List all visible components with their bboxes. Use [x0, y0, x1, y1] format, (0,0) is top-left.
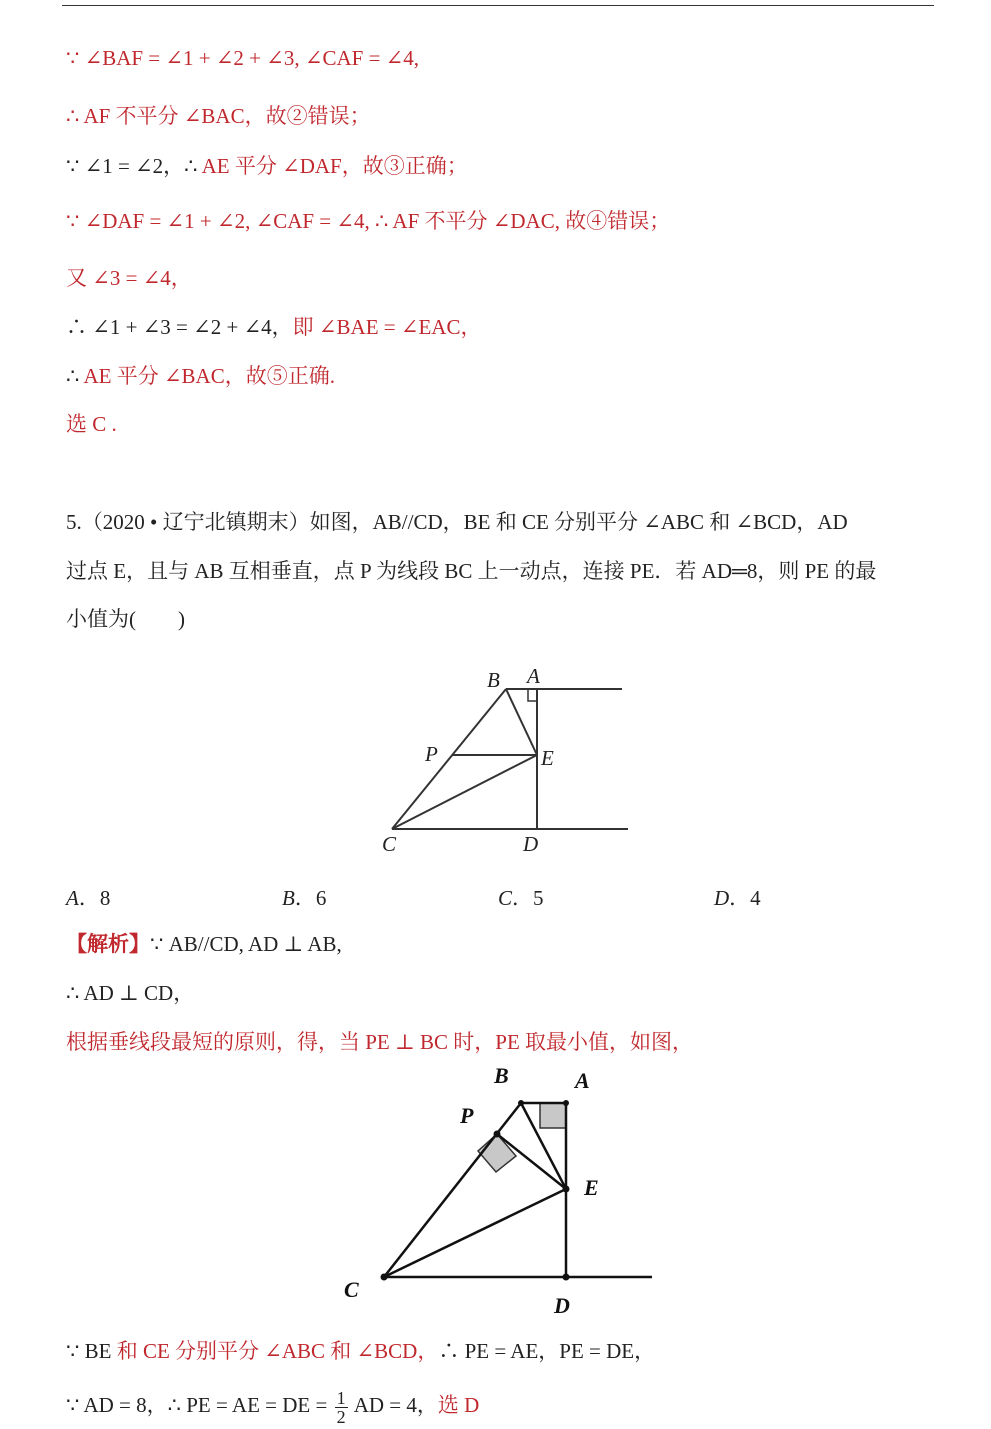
- analysis-line-4-a: ∵ BE: [66, 1339, 117, 1363]
- solution-line-5: 又 ∠3 = ∠4，: [66, 266, 192, 290]
- solution-line-2: ∴ AF 不平分 ∠BAC，故②错误；: [66, 104, 371, 128]
- analysis-line-5: [66, 1385, 479, 1426]
- fig1-label-A: A: [527, 664, 540, 688]
- solution-line-8: 选 C .: [66, 412, 117, 436]
- fig1-label-B: B: [487, 668, 500, 692]
- solution-line-3-a: ∵ ∠1 = ∠2，∴: [66, 154, 202, 178]
- solution-line-3-b: AE 平分 ∠DAF，故③正确；: [201, 154, 468, 178]
- fig2-label-D: D: [554, 1293, 570, 1318]
- fig1-label-D: D: [523, 832, 539, 856]
- analysis-line-1-text: ∵ AB//CD, AD ⊥ AB,: [150, 932, 342, 956]
- option-b: B．6: [282, 886, 327, 910]
- question-line-2: 过点 E，且与 AB 互相垂直，点 P 为线段 BC 上一动点，连接 PE．若 AD═8，则 PE 的最: [66, 559, 877, 583]
- question-line-3: 小值为( ): [66, 607, 185, 631]
- analysis-line-3: 根据垂线段最短的原则，得，当 PE ⊥ BC 时，PE 取最小值，如图，: [66, 1030, 694, 1054]
- question-line-1: 5.（2020 • 辽宁北镇期末）如图，AB//CD，BE 和 CE 分别平分 ∠ABC 和 ∠BCD，AD: [66, 510, 848, 534]
- solution-line-7-b: AE 平分 ∠BAC，故⑤正确.: [83, 364, 335, 388]
- option-a: A．8: [66, 886, 111, 910]
- fig2-label-B: B: [494, 1063, 509, 1088]
- analysis-line-4: [66, 1337, 655, 1365]
- option-d: D．4: [714, 886, 761, 910]
- solution-line-4: ∵ ∠DAF = ∠1 + ∠2, ∠CAF = ∠4, ∴ AF 不平分 ∠DAC, 故④错误；: [66, 209, 671, 233]
- analysis-tag: 【解析】: [66, 932, 150, 956]
- option-c: C．5: [498, 886, 544, 910]
- fig1-label-P: P: [425, 742, 438, 766]
- fig2-label-E: E: [584, 1175, 599, 1200]
- analysis-line-5-a: ∵ AD = 8，∴ PE = AE = DE =: [66, 1393, 333, 1417]
- analysis-line-4-b: 和 CE 分别平分 ∠ABC 和 ∠BCD，: [116, 1339, 439, 1363]
- fig2-label-P: P: [460, 1103, 474, 1128]
- solution-line-7-a: ∴: [66, 364, 84, 388]
- analysis-line-5-b: AD = 4，: [349, 1393, 438, 1417]
- solution-line-6-b: 即 ∠BAE = ∠EAC，: [292, 315, 482, 339]
- solution-line-6-a: ∴ ∠1 + ∠3 = ∠2 + ∠4，: [66, 315, 293, 339]
- one-half-fraction: $\frac{1}{2}$: [336, 1387, 346, 1427]
- analysis-line-5-c: 选 D: [437, 1393, 480, 1417]
- fig2-label-C: C: [344, 1277, 359, 1302]
- analysis-line-2: ∴ AD ⊥ CD，: [66, 981, 195, 1005]
- solution-line-1: ∵ ∠BAF = ∠1 + ∠2 + ∠3, ∠CAF = ∠4,: [66, 46, 420, 70]
- analysis-line-4-c: ∴ PE = AE，PE = DE，: [438, 1339, 656, 1363]
- fig1-label-C: C: [382, 832, 397, 856]
- fig2-label-A: A: [575, 1068, 590, 1093]
- fig1-label-E: E: [541, 746, 554, 770]
